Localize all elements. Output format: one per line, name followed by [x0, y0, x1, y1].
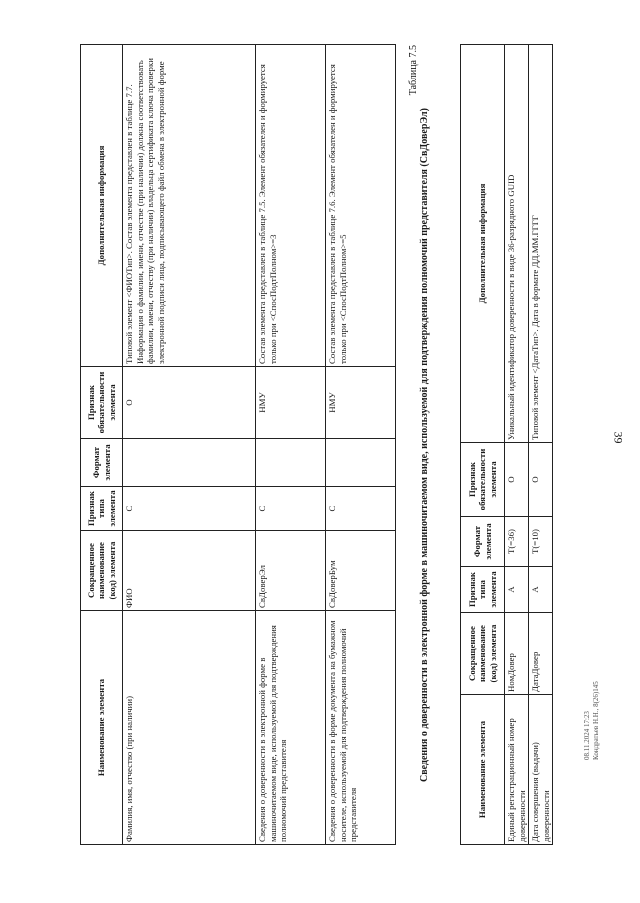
table-header-row: [461, 45, 505, 845]
cell-name: Фамилия, имя, отчество (при наличии): [123, 611, 256, 845]
cell-info: Типовой элемент <ДатаТип>. Дата в формате ДД.ММ.ГГГГ: [529, 45, 553, 443]
cell-type: С: [123, 487, 256, 531]
cell-code: СвДоверЭл: [256, 531, 326, 611]
cell-required: НМУ: [256, 367, 326, 439]
cell-code: НомДовер: [505, 613, 529, 695]
cell-code: СвДоверБум: [326, 531, 396, 611]
cell-required: О: [529, 443, 553, 517]
cell-required: О: [505, 443, 529, 517]
cell-info: Состав элемента представлен в таблице 7.5. Элемент обязателен и формируется только при <СпосПодтПолном>=3: [256, 45, 326, 367]
cell-code: ФИО: [123, 531, 256, 611]
cell-type: С: [256, 487, 326, 531]
table-row: [529, 45, 553, 845]
page-number: 39: [611, 431, 626, 444]
cell-format: [256, 439, 326, 487]
cell-format: [326, 439, 396, 487]
cell-type: С: [326, 487, 396, 531]
cell-type: А: [529, 567, 553, 613]
cell-info: Типовой элемент <ФИОТип>. Состав элемента представлен в таблице 7.7. Информация о фамилии, имени, отчестве (при наличии) должна соответствовать фамилии, имени, отчеству (при наличии) владельца сертификата ключа проверки электронной подписи лица, подписывающего файл обмена в электронной форме: [123, 45, 256, 367]
table-row: [256, 45, 326, 845]
cell-format: Т(=36): [505, 517, 529, 567]
cell-format: [123, 439, 256, 487]
stamp-author: Кондратьев Н.Н., 8(26)145: [592, 681, 600, 760]
stamp-date: 08.11.2024 17:23: [583, 711, 591, 760]
header-info: Дополнительная информация: [461, 45, 505, 443]
header-info: Дополнительная информация: [81, 45, 123, 367]
cell-required: НМУ: [326, 367, 396, 439]
header-type: Признак типа элемента: [81, 487, 123, 531]
document-stamp: [583, 610, 601, 760]
cell-name: Сведения о доверенности в электронной форме в машиночитаемом виде, используемой для подтверждения полномочий представителя: [256, 611, 326, 845]
cell-type: А: [505, 567, 529, 613]
cell-info: Состав элемента представлен в таблице 7.6. Элемент обязателен и формируется только при <СпосПодтПолном>=5: [326, 45, 396, 367]
table-row: [123, 45, 256, 845]
cell-info: Уникальный идентификатор доверенности в виде 36-разрядного GUID: [505, 45, 529, 443]
header-required: Признак обязательности элемента: [461, 443, 505, 517]
table-7-5-caption: [408, 45, 431, 845]
elements-table: [80, 44, 396, 845]
cell-format: Т(=10): [529, 517, 553, 567]
header-format: Формат элемента: [81, 439, 123, 487]
header-format: Формат элемента: [461, 517, 505, 567]
table-title: Сведения о доверенности в электронной форме в машиночитаемом виде, используемой для подтверждения полномочий представителя (СвДоверЭл): [419, 107, 430, 783]
cell-name: Дата совершения (выдачи) доверенности: [529, 695, 553, 845]
header-name: Наименование элемента: [81, 611, 123, 845]
table-label: Таблица 7.5: [408, 45, 419, 96]
elements-table-7-5: [460, 44, 553, 845]
header-required: Признак обязательности элемента: [81, 367, 123, 439]
table-row: [326, 45, 396, 845]
table-1-block: [80, 45, 396, 845]
cell-name: Единый регистрационный номер доверенности: [505, 695, 529, 845]
header-code: Сокращенное наименование (код) элемента: [461, 613, 505, 695]
cell-code: ДатаДовер: [529, 613, 553, 695]
table-header-row: [81, 45, 123, 845]
table-row: [505, 45, 529, 845]
cell-required: О: [123, 367, 256, 439]
header-code: Сокращенное наименование (код) элемента: [81, 531, 123, 611]
table-2-block: [460, 45, 553, 845]
header-name: Наименование элемента: [461, 695, 505, 845]
cell-name: Сведения о доверенности в форме документа на бумажном носителе, используемой для подтверждения полномочий представителя: [326, 611, 396, 845]
header-type: Признак типа элемента: [461, 567, 505, 613]
